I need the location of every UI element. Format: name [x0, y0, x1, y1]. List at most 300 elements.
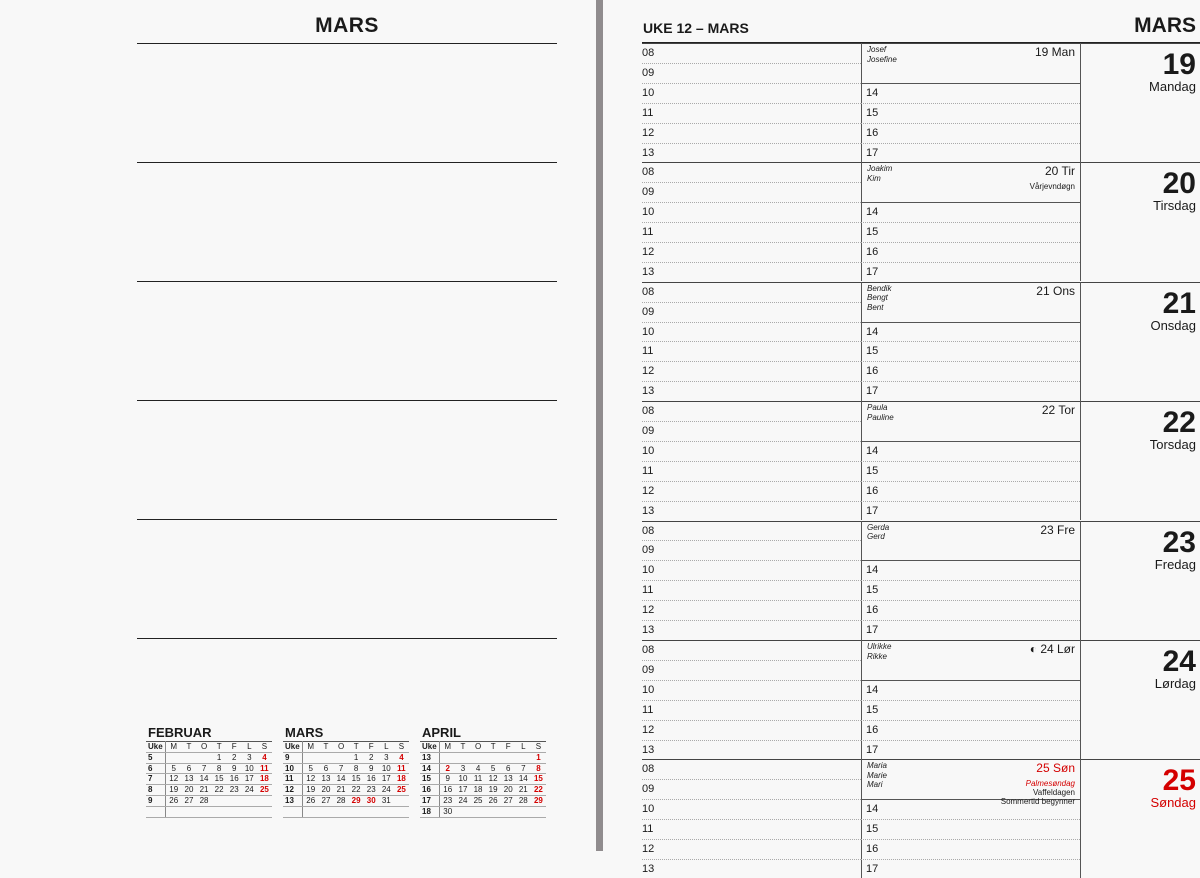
- hour-label: 17: [866, 743, 879, 756]
- calendar-date: 26: [303, 795, 319, 806]
- calendar-date: 9: [227, 763, 242, 774]
- calendar-date: 4: [394, 752, 409, 763]
- day-label: 20 Tir: [1044, 164, 1075, 179]
- week-number: 14: [420, 763, 440, 774]
- hour-line: [642, 580, 861, 581]
- calendar-date: 9: [364, 763, 379, 774]
- week-number: 13: [420, 752, 440, 763]
- name-days: [867, 45, 897, 64]
- weekday-header: L: [516, 742, 531, 753]
- hour-label: 13: [642, 743, 655, 756]
- calendar-date: 31: [379, 795, 394, 806]
- mini-calendar-week: [283, 763, 409, 774]
- week-number: [146, 806, 166, 817]
- hour-line: [861, 222, 1080, 223]
- mini-calendar-week: [283, 795, 409, 806]
- right-page: [603, 0, 1200, 875]
- day-separator: [642, 43, 1200, 44]
- calendar-date: 12: [166, 774, 182, 785]
- name-day: Gerd: [867, 532, 885, 542]
- hour-line: [861, 600, 1080, 601]
- calendar-date: 29: [531, 795, 546, 806]
- mini-calendar-grid: [283, 741, 409, 818]
- calendar-date: 21: [197, 785, 212, 796]
- hour-line: [642, 859, 861, 860]
- mini-calendar-februar: [146, 724, 272, 818]
- hour-label: 17: [866, 504, 879, 517]
- hour-line: [642, 600, 861, 601]
- calendar-date: [455, 752, 470, 763]
- hour-line: [642, 302, 861, 303]
- hour-label: 10: [642, 325, 655, 338]
- calendar-date: 3: [379, 752, 394, 763]
- hour-label: 15: [866, 703, 879, 716]
- hour-label: 17: [866, 624, 879, 637]
- calendar-date: 20: [501, 785, 516, 796]
- calendar-date: 1: [212, 752, 227, 763]
- weekday-header: F: [501, 742, 516, 753]
- hour-label: 13: [642, 265, 655, 278]
- mini-calendar-week: [283, 774, 409, 785]
- name-day: Ulrikke: [867, 642, 892, 651]
- mini-calendar-week: [146, 752, 272, 763]
- hour-line: [642, 501, 861, 502]
- calendar-date: 10: [242, 763, 257, 774]
- weekday-header: S: [531, 742, 546, 753]
- calendar-date: 7: [516, 763, 531, 774]
- hour-label: 14: [866, 325, 879, 338]
- hour-label: 15: [866, 226, 879, 239]
- calendar-date: 8: [531, 763, 546, 774]
- hour-line: [642, 461, 861, 462]
- day-separator: [642, 759, 1200, 760]
- calendar-date: [257, 806, 272, 817]
- mini-calendar-month: APRIL: [422, 725, 461, 740]
- hour-line: [861, 461, 1080, 462]
- hour-line: [861, 620, 1080, 621]
- week-number: 6: [146, 763, 166, 774]
- calendar-date: 3: [455, 763, 470, 774]
- day-number: 24: [1162, 645, 1196, 678]
- hour-label: 08: [642, 644, 655, 656]
- hour-label: 11: [642, 226, 654, 239]
- hour-line: [861, 720, 1080, 721]
- hour-line: [861, 700, 1080, 701]
- calendar-date: 18: [471, 785, 486, 796]
- mini-calendar-week: [420, 774, 546, 785]
- name-day: Josef: [867, 45, 887, 54]
- hour-line: [861, 123, 1080, 124]
- calendar-date: [471, 752, 486, 763]
- weekday-header: M: [440, 742, 456, 753]
- week-number: 16: [420, 785, 440, 796]
- names-rule: [861, 83, 1080, 84]
- calendar-date: [197, 752, 212, 763]
- hour-label: 14: [866, 206, 879, 219]
- name-days: [867, 761, 887, 790]
- weekday-header: Uke: [146, 742, 166, 753]
- hour-label: 16: [866, 245, 879, 258]
- calendar-date: 5: [303, 763, 319, 774]
- note-line: [137, 519, 557, 520]
- week-number: 9: [146, 795, 166, 806]
- day-label: 22 Tor: [1041, 403, 1075, 418]
- day-block-22: [642, 401, 1200, 520]
- calendar-date: [181, 752, 196, 763]
- mini-calendar-week: [420, 785, 546, 796]
- mini-calendar-april: [420, 724, 546, 818]
- calendar-date: [197, 806, 212, 817]
- calendar-date: 7: [334, 763, 349, 774]
- mini-calendar-week: [146, 806, 272, 817]
- hour-line: [861, 740, 1080, 741]
- hour-line: [861, 262, 1080, 263]
- calendar-date: 23: [440, 795, 456, 806]
- calendar-date: 13: [318, 774, 333, 785]
- day-label: 23 Fre: [1040, 522, 1075, 537]
- hour-line: [861, 839, 1080, 840]
- week-number: 13: [283, 795, 303, 806]
- calendar-date: [334, 752, 349, 763]
- hour-label: 12: [642, 484, 655, 497]
- calendar-date: [257, 795, 272, 806]
- left-page-title: MARS: [315, 14, 379, 37]
- calendar-date: 2: [227, 752, 242, 763]
- calendar-date: 24: [379, 785, 394, 796]
- hour-label: 15: [866, 823, 879, 836]
- calendar-date: 13: [501, 774, 516, 785]
- calendar-date: 6: [181, 763, 196, 774]
- calendar-date: 8: [349, 763, 364, 774]
- calendar-date: 21: [516, 785, 531, 796]
- calendar-date: 13: [181, 774, 196, 785]
- hour-label: 13: [642, 504, 655, 517]
- calendar-date: [501, 806, 516, 817]
- calendar-date: 27: [318, 795, 333, 806]
- column-divider: [1080, 43, 1081, 162]
- calendar-date: 28: [197, 795, 212, 806]
- hour-line: [642, 680, 861, 681]
- hour-label: 10: [642, 86, 655, 99]
- calendar-date: 14: [334, 774, 349, 785]
- hour-label: 08: [642, 47, 655, 59]
- calendar-date: 28: [334, 795, 349, 806]
- name-day: Mari: [867, 780, 883, 790]
- hour-label: 17: [866, 265, 879, 278]
- mini-calendar-month: FEBRUAR: [148, 725, 212, 740]
- hour-line: [642, 839, 861, 840]
- calendar-date: 12: [303, 774, 319, 785]
- column-divider: [1080, 521, 1081, 640]
- calendar-date: 22: [531, 785, 546, 796]
- calendar-date: 25: [394, 785, 409, 796]
- day-separator: [642, 640, 1200, 641]
- hour-label: 15: [866, 584, 879, 597]
- hour-line: [642, 819, 861, 820]
- hour-label: 09: [642, 544, 655, 557]
- calendar-date: [471, 806, 486, 817]
- calendar-date: 29: [349, 795, 364, 806]
- hour-label: 09: [642, 305, 655, 318]
- weekday-header: F: [364, 742, 379, 753]
- hour-line: [642, 660, 861, 661]
- name-day: Rikke: [867, 651, 888, 661]
- hour-label: 12: [642, 723, 655, 736]
- week-number: 18: [420, 806, 440, 817]
- hour-line: [861, 481, 1080, 482]
- week-number: [283, 806, 303, 817]
- hour-line: [861, 143, 1080, 144]
- hour-line: [861, 242, 1080, 243]
- hour-label: 11: [642, 823, 654, 836]
- hour-label: 16: [866, 842, 879, 855]
- calendar-date: 10: [455, 774, 470, 785]
- column-divider: [1080, 401, 1081, 520]
- day-number: 23: [1162, 525, 1196, 559]
- hour-line: [642, 720, 861, 721]
- hour-line: [642, 441, 861, 442]
- week-number: 17: [420, 795, 440, 806]
- hour-line: [642, 262, 861, 263]
- mini-calendar-week: [283, 752, 409, 763]
- calendar-date: 17: [455, 785, 470, 796]
- mini-calendar-week: [283, 806, 409, 817]
- hour-label: 14: [866, 86, 879, 99]
- hour-line: [642, 361, 861, 362]
- name-days: [867, 642, 891, 661]
- hour-label: 16: [866, 484, 879, 497]
- hour-line: [861, 361, 1080, 362]
- hour-label: 08: [642, 285, 655, 298]
- weekday-header: T: [212, 742, 227, 753]
- hour-label: 13: [642, 385, 655, 398]
- hour-label: 10: [642, 564, 655, 577]
- calendar-date: 19: [486, 785, 501, 796]
- mini-calendar-week: [420, 795, 546, 806]
- calendar-date: 17: [242, 774, 257, 785]
- weekday-name: Torsdag: [1149, 437, 1196, 453]
- hour-line: [642, 103, 861, 104]
- calendar-date: [318, 806, 333, 817]
- weekday-header: T: [455, 742, 470, 753]
- weekday-header: S: [394, 742, 409, 753]
- day-note: Vaffeldagen: [1033, 788, 1075, 798]
- hour-line: [642, 620, 861, 621]
- note-line: [137, 638, 557, 639]
- mini-calendar-header: [146, 742, 272, 753]
- hour-label: 09: [642, 186, 655, 199]
- calendar-date: [303, 752, 319, 763]
- hour-line: [642, 779, 861, 780]
- hour-label: 10: [642, 683, 655, 696]
- hour-line: [642, 481, 861, 482]
- calendar-date: 12: [486, 774, 501, 785]
- mini-calendar-mars: [283, 724, 409, 818]
- day-label: 25 Søn: [1036, 761, 1075, 776]
- weekday-header: L: [379, 742, 394, 753]
- calendar-date: 19: [166, 785, 182, 796]
- weekday-name: Mandag: [1149, 79, 1196, 94]
- calendar-date: 30: [364, 795, 379, 806]
- calendar-date: [166, 806, 182, 817]
- weekday-name: Søndag: [1150, 795, 1196, 811]
- hour-line: [642, 123, 861, 124]
- weekday-header: M: [166, 742, 182, 753]
- calendar-date: 15: [349, 774, 364, 785]
- day-number: 21: [1162, 286, 1196, 320]
- hour-label: 09: [642, 663, 655, 676]
- left-page: [0, 0, 596, 851]
- hour-line: [642, 740, 861, 741]
- hour-label: 13: [642, 624, 655, 637]
- day-number: 20: [1162, 167, 1196, 201]
- day-separator: [642, 282, 1200, 283]
- calendar-date: 9: [440, 774, 456, 785]
- weekday-name: Tirsdag: [1153, 198, 1196, 214]
- hour-line: [642, 700, 861, 701]
- hour-line: [642, 242, 861, 243]
- hour-label: 12: [642, 365, 655, 378]
- hour-line: [642, 560, 861, 561]
- day-block-23: [642, 521, 1200, 640]
- day-separator: [642, 401, 1200, 402]
- hour-label: 16: [866, 723, 879, 736]
- weekday-header: S: [257, 742, 272, 753]
- hour-label: 15: [866, 464, 879, 477]
- weekday-header: L: [242, 742, 257, 753]
- hour-line: [642, 341, 861, 342]
- hour-line: [642, 143, 861, 144]
- hour-label: 11: [642, 464, 654, 477]
- day-number: 19: [1162, 48, 1196, 81]
- hour-label: 11: [642, 584, 654, 597]
- calendar-date: 17: [379, 774, 394, 785]
- hour-line: [642, 799, 861, 800]
- hour-label: 11: [642, 106, 654, 119]
- hour-line: [861, 103, 1080, 104]
- name-day: Paula: [867, 403, 888, 413]
- week-number: 8: [146, 785, 166, 796]
- day-separator: [642, 162, 1200, 163]
- hour-label: 12: [642, 245, 655, 258]
- calendar-date: 25: [471, 795, 486, 806]
- mini-calendar-week: [146, 795, 272, 806]
- weekday-name: Fredag: [1154, 556, 1196, 572]
- column-divider: [1080, 759, 1081, 878]
- mini-calendar-week: [146, 785, 272, 796]
- names-rule: [861, 322, 1080, 323]
- calendar-date: 3: [242, 752, 257, 763]
- calendar-date: [394, 806, 409, 817]
- calendar-date: [486, 806, 501, 817]
- weekday-name: Lørdag: [1154, 676, 1196, 691]
- day-block-21: [642, 282, 1200, 401]
- hour-line: [642, 421, 861, 422]
- column-divider: [1080, 162, 1081, 281]
- calendar-date: 27: [181, 795, 196, 806]
- mini-calendar-week: [146, 763, 272, 774]
- calendar-date: 21: [334, 785, 349, 796]
- calendar-date: 4: [257, 752, 272, 763]
- weekday-header: T: [318, 742, 333, 753]
- calendar-date: [181, 806, 196, 817]
- mini-calendar-week: [420, 806, 546, 817]
- mini-calendar-month: MARS: [285, 725, 324, 740]
- hour-label: 14: [866, 683, 879, 696]
- hour-label: 17: [866, 862, 879, 875]
- book-spine: [596, 0, 603, 851]
- calendar-date: 1: [531, 752, 546, 763]
- hour-label: 11: [642, 703, 654, 716]
- calendar-date: 14: [516, 774, 531, 785]
- names-rule: [861, 560, 1080, 561]
- hour-label: 13: [642, 862, 655, 875]
- weekday-header: Uke: [420, 742, 440, 753]
- calendar-date: 20: [181, 785, 196, 796]
- hour-label: 11: [642, 345, 654, 358]
- note-line: [137, 281, 557, 282]
- mini-calendar-header: [283, 742, 409, 753]
- hour-label: 09: [642, 783, 655, 796]
- weekday-header: Uke: [283, 742, 303, 753]
- calendar-date: [394, 795, 409, 806]
- hour-label: 10: [642, 803, 655, 816]
- hour-label: 10: [642, 206, 655, 219]
- calendar-date: 5: [486, 763, 501, 774]
- hour-line: [861, 501, 1080, 502]
- name-day: Marie: [867, 770, 888, 780]
- name-day: Bent: [867, 302, 884, 312]
- calendar-date: 11: [257, 763, 272, 774]
- hour-line: [642, 63, 861, 64]
- week-number: 15: [420, 774, 440, 785]
- hour-label: 09: [642, 425, 655, 438]
- calendar-date: [531, 806, 546, 817]
- name-day: Kim: [867, 173, 881, 183]
- calendar-date: 6: [318, 763, 333, 774]
- calendar-date: 18: [394, 774, 409, 785]
- hour-line: [642, 322, 861, 323]
- hour-line: [861, 819, 1080, 820]
- name-days: [867, 284, 891, 313]
- hour-label: 16: [866, 365, 879, 378]
- calendar-date: [227, 806, 242, 817]
- day-note: Vårjevndøgn: [1029, 182, 1075, 192]
- day-label: ◐ 24 Lør: [1029, 642, 1075, 656]
- calendar-date: 11: [471, 774, 486, 785]
- weekday-header: T: [349, 742, 364, 753]
- day-note: Sommertid begynner: [1000, 797, 1075, 807]
- calendar-date: 2: [440, 763, 456, 774]
- calendar-date: 10: [379, 763, 394, 774]
- calendar-date: [212, 806, 227, 817]
- name-days: [867, 164, 892, 183]
- name-day: Maria: [867, 761, 888, 771]
- calendar-date: 5: [166, 763, 182, 774]
- day-label: 21 Ons: [1036, 283, 1075, 298]
- calendar-date: 23: [364, 785, 379, 796]
- name-days: [867, 523, 889, 542]
- calendar-date: [455, 806, 470, 817]
- column-divider: [1080, 640, 1081, 759]
- week-number: 5: [146, 752, 166, 763]
- calendar-date: 18: [257, 774, 272, 785]
- calendar-date: 26: [486, 795, 501, 806]
- hour-label: 12: [642, 604, 655, 617]
- calendar-date: [379, 806, 394, 817]
- weekday-header: O: [197, 742, 212, 753]
- calendar-date: 23: [227, 785, 242, 796]
